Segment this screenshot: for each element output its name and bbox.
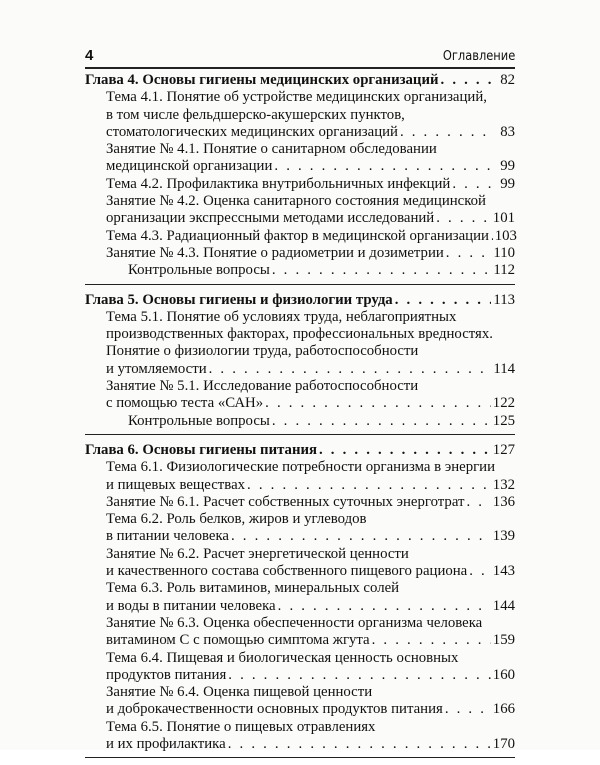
leader-dots (245, 477, 491, 494)
toc-entry (85, 228, 515, 245)
entry-text: витамином С с помощью симптома жгута (106, 632, 370, 649)
leader-dots (464, 494, 491, 511)
entry-page-number: 159 (492, 632, 515, 649)
toc-entry-line: Тема 4.1. Понятие об устройстве медицинских организаций, (106, 89, 487, 106)
toc-entry-line: Тема 6.3. Роль витаминов, минеральных солей (106, 580, 400, 597)
toc-entry-line: Занятие № 4.2. Оценка санитарного состояния медицинской (106, 193, 486, 210)
leader-dots (434, 210, 491, 227)
toc-chapter-block (85, 442, 515, 758)
entry-text: и пищевых веществах (106, 476, 246, 493)
leader-dots (467, 563, 491, 580)
entry-page-number: 144 (492, 597, 515, 614)
entry-page-number: 125 (492, 412, 515, 429)
leader-dots (370, 632, 491, 649)
entry-text: организации экспрессными методами исследований (106, 210, 435, 227)
toc-entry-line: Занятие № 4.1. Понятие о санитарном обследовании (106, 141, 437, 158)
leader-dots (272, 158, 491, 175)
toc-entry (85, 494, 515, 511)
toc-chapter-heading (85, 442, 515, 459)
toc-entry-line: Понятие о физиологии труда, работоспособности (106, 343, 419, 360)
entry-text: продуктов питания (106, 666, 227, 683)
entry-text: Тема 4.2. Профилактика внутрибольничных инфекций (106, 175, 451, 192)
entry-page-number: 136 (492, 493, 515, 510)
toc-entry-line: Тема 6.5. Понятие о пищевых отравлениях (106, 718, 376, 735)
leader-dots (398, 124, 491, 141)
entry-text: Занятие № 4.3. Понятие о радиометрии и дозиметрии (106, 244, 444, 261)
chapter-page-number: 113 (493, 291, 515, 308)
toc-entry-line: производственных факторах, профессиональных вредностях. (106, 326, 493, 343)
chapter-title: Глава 5. Основы гигиены и физиологии труда (85, 291, 393, 308)
entry-page-number: 114 (493, 360, 515, 377)
toc-entry-line: Занятие № 6.2. Расчет энергетической ценности (106, 545, 409, 562)
entry-text: и доброкачественности основных продуктов питания (106, 701, 443, 718)
leader-dots (393, 292, 491, 309)
leader-dots (450, 176, 491, 193)
entry-page-number: 101 (492, 210, 515, 227)
toc-entry (85, 477, 515, 494)
toc-entry (85, 528, 515, 545)
toc-entry (85, 262, 515, 279)
toc-chapter-block (85, 292, 515, 435)
leader-dots (226, 736, 491, 753)
toc-entry (85, 361, 515, 378)
leader-dots (226, 667, 491, 684)
toc-entry (85, 632, 515, 649)
toc-entry-line: Тема 6.4. Пищевая и биологическая ценность основных (106, 649, 459, 666)
entry-page-number: 99 (500, 175, 515, 192)
entry-text: стоматологических медицинских организаций (106, 123, 398, 140)
entry-text: Контрольные вопросы (128, 412, 270, 429)
chapter-page-number: 82 (500, 72, 515, 88)
leader-dots (439, 72, 491, 89)
entry-text: в питании человека (106, 528, 229, 545)
entry-text: и качественного состава собственного пищевого рациона (106, 563, 468, 580)
toc-entry-line: в том числе фельдшерско-акушерских пунктов, (106, 106, 405, 123)
toc-entry-line: Тема 5.1. Понятие об условиях труда, неблагоприятных (106, 308, 457, 325)
leader-dots (270, 262, 491, 279)
entry-text: Контрольные вопросы (128, 262, 270, 279)
toc-entry-line: Тема 6.2. Роль белков, жиров и углеводов (106, 511, 367, 528)
entry-page-number: 166 (492, 701, 515, 718)
leader-dots (443, 701, 491, 718)
entry-page-number: 160 (492, 666, 515, 683)
toc-entry (85, 176, 515, 193)
toc-entry (85, 210, 515, 227)
leader-dots (263, 395, 491, 412)
entry-page-number: 122 (492, 395, 515, 412)
leader-dots (444, 245, 491, 262)
leader-dots (276, 598, 491, 615)
toc-entry (85, 158, 515, 175)
leader-dots (207, 361, 491, 378)
entry-page-number: 143 (492, 563, 515, 580)
chapter-page-number: 127 (492, 441, 515, 458)
table-of-contents (85, 72, 515, 765)
entry-page-number: 139 (492, 528, 515, 545)
entry-text: и утомляемости (106, 360, 207, 377)
entry-text: с помощью теста «САН» (106, 395, 264, 412)
toc-entry-line: Занятие № 6.4. Оценка пищевой ценности (106, 684, 373, 701)
toc-entry (85, 124, 515, 141)
entry-page-number: 170 (492, 735, 515, 752)
entry-page-number: 112 (493, 262, 515, 279)
entry-text: Занятие № 6.1. Расчет собственных суточных энерготрат (106, 493, 465, 510)
entry-text: и их профилактика (106, 735, 226, 752)
toc-entry (85, 395, 515, 412)
entry-page-number: 110 (493, 244, 515, 261)
toc-entry-line: Занятие № 6.3. Оценка обеспеченности организма человека (106, 614, 483, 631)
toc-entry (85, 598, 515, 615)
entry-text: Тема 4.3. Радиационный фактор в медицинской организации (106, 227, 489, 244)
toc-entry (85, 563, 515, 580)
toc-entry-line: Тема 6.1. Физиологические потребности организма в энергии (106, 459, 495, 476)
entry-page-number: 83 (500, 123, 515, 140)
running-header (85, 40, 515, 69)
toc-entry (85, 736, 515, 753)
leader-dots (317, 442, 491, 459)
chapter-title: Глава 4. Основы гигиены медицинских организаций (85, 72, 439, 88)
toc-entry-line: Занятие № 5.1. Исследование работоспособности (106, 378, 419, 395)
toc-chapter-heading (85, 72, 515, 89)
entry-text: медицинской организации (106, 158, 273, 175)
toc-chapter-block (85, 72, 515, 285)
chapter-title: Глава 6. Основы гигиены питания (85, 441, 317, 458)
entry-page-number: 99 (500, 158, 515, 175)
entry-text: и воды в питании человека (106, 597, 276, 614)
toc-entry (85, 245, 515, 262)
section-title: Оглавление (442, 49, 515, 64)
entry-page-number: 132 (492, 476, 515, 493)
toc-chapter-heading (85, 292, 515, 309)
leader-dots (270, 413, 491, 430)
toc-entry (85, 701, 515, 718)
page-number: 4 (85, 47, 94, 64)
toc-entry (85, 667, 515, 684)
leader-dots (229, 528, 491, 545)
entry-page-number: 103 (494, 227, 517, 244)
toc-entry (85, 413, 515, 430)
